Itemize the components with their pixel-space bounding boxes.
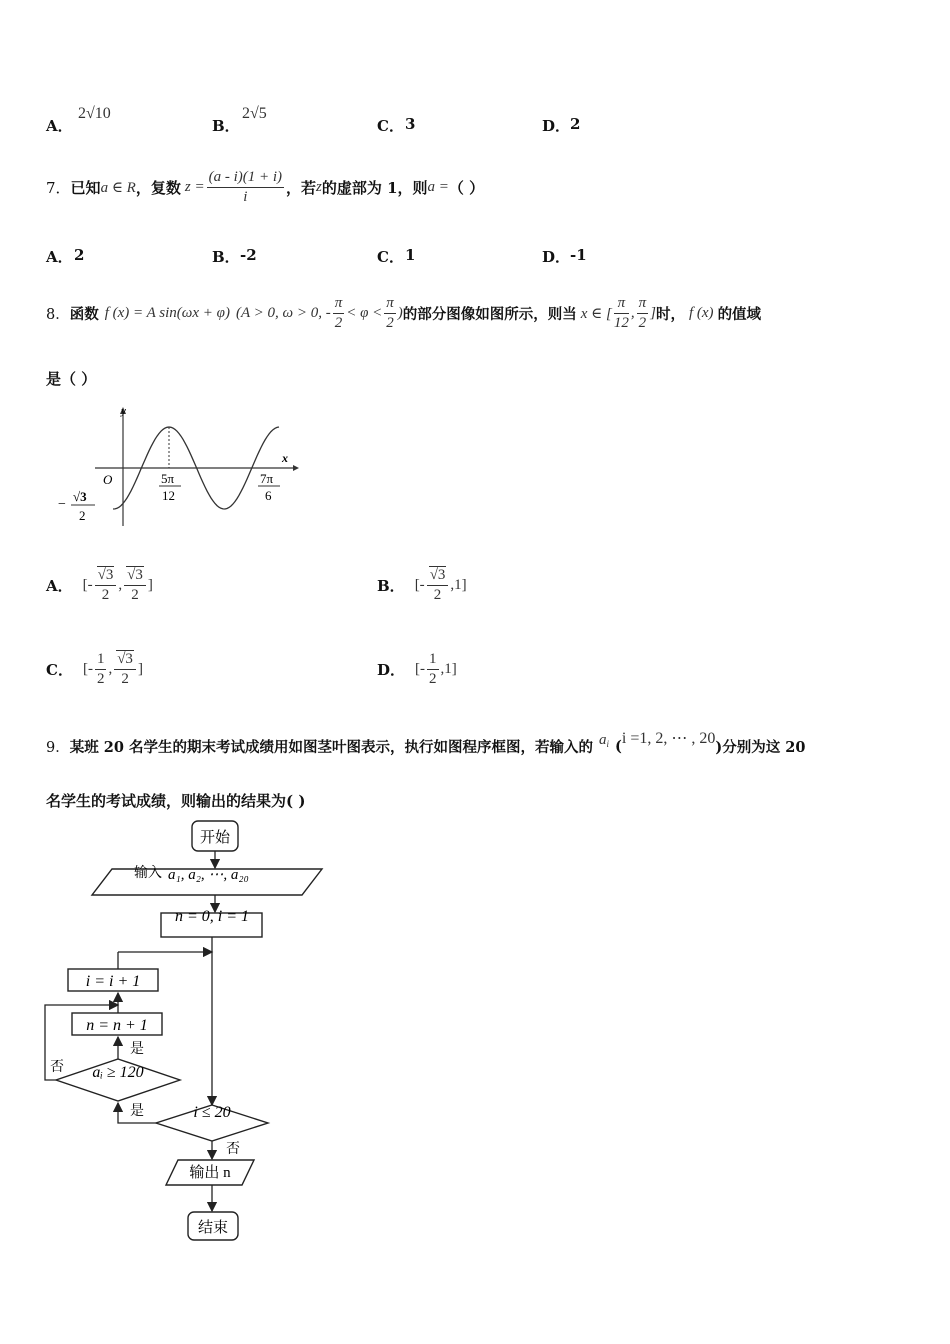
q8-text-3: 时， — [655, 305, 685, 323]
q6-option-b-label: B． — [212, 117, 240, 135]
q6-option-a-label: A． — [46, 117, 73, 135]
flow-yes-label-1: 是 — [130, 1042, 144, 1057]
q8-bracket: ] — [650, 304, 656, 321]
q8-option-d — [377, 644, 457, 694]
q7-math-z: z — [316, 178, 322, 195]
q8-fx: f (x) — [688, 304, 714, 321]
q8-number: 8． — [46, 306, 70, 323]
flow-yes-label-2: 是 — [130, 1104, 144, 1119]
q7-fraction-numerator: (a - i)(1 + i) — [207, 168, 284, 188]
flow-start-text: 开始 — [199, 830, 231, 846]
q6-option-c-label: C． — [377, 117, 404, 135]
q8-frac-two: 2 — [386, 314, 394, 331]
flow-inc-n-text: n = n + 1 — [86, 1017, 148, 1034]
q8-option-c-bracket: [- — [82, 660, 93, 677]
q8-comma: , — [630, 304, 635, 321]
q8-frac-pi: π — [614, 294, 629, 314]
q8-option-c-bracket-close: ] — [137, 660, 143, 677]
q9-paren-left: ( — [615, 737, 622, 755]
tick-7pi-den: 6 — [265, 488, 272, 503]
q8-cond-frac-2 — [384, 294, 396, 333]
flow-init-text: n = 0, i = 1 — [174, 908, 250, 925]
q6-option-d-value: 2 — [570, 115, 581, 133]
q7-option-b-label: B． — [212, 248, 240, 266]
ylab-minus: − — [58, 497, 66, 512]
ylab-den: 2 — [79, 508, 86, 523]
q8-frac-twelve: 12 — [613, 314, 629, 331]
tick-5pi-den: 12 — [162, 488, 175, 503]
q7-text-2: ，复数 — [135, 178, 181, 197]
q7-text-4: 的虚部为 1，则 — [321, 178, 428, 197]
q9-text-2: )分别为这 20 — [715, 738, 806, 756]
q8-text-4: 的值域 — [717, 305, 762, 323]
q8-option-c-comma: , — [108, 660, 113, 677]
q9-flowchart — [40, 815, 340, 1245]
q8-frac-pi: π — [637, 294, 649, 314]
origin-label: O — [103, 472, 113, 487]
q8-frac-pi: π — [384, 294, 396, 314]
q8-option-a — [46, 560, 153, 610]
flow-output-text: 输出 n — [189, 1165, 231, 1181]
q8-option-c-frac2: $\frac{√3}{2}$ — [114, 650, 136, 689]
x-axis-arrow — [293, 465, 299, 471]
q8-cond-frac-1 — [333, 294, 345, 333]
q8-option-a-label: A． — [46, 576, 73, 595]
q8-option-c — [46, 644, 143, 694]
tick-7pi-num: 7π — [260, 471, 274, 486]
q8-option-a-bracket-close: ] — [147, 576, 153, 593]
q6-option-d-label: D． — [542, 117, 571, 135]
flow-inc-i-text: i = i + 1 — [85, 973, 141, 990]
q7-option-a-value: 2 — [74, 246, 85, 264]
q8-option-d-frac: $\frac{1}{2}$ — [429, 650, 437, 687]
q9-a-sub: i — [606, 739, 610, 749]
q8-line-2: 是（ ） — [46, 370, 97, 388]
q8-option-b-tail: ,1] — [450, 576, 467, 593]
q8-option-a-frac2: $\frac{√3}{2}$ — [124, 566, 146, 605]
q8-interval-right — [637, 294, 649, 333]
q7-z-eq: z = — [184, 178, 205, 195]
flow-cond1-text: aᵢ ≥ 120 — [92, 1064, 144, 1081]
q7-text-5: （ ） — [448, 178, 485, 197]
y-axis-label: y — [121, 405, 126, 417]
q8-option-d-tail: ,1] — [440, 660, 457, 677]
q8-option-a-comma: , — [118, 576, 123, 593]
flow-input-vars: a₁, a₂, ⋯, a₂₀ — [168, 867, 249, 883]
q7-option-c-label: C． — [377, 248, 404, 266]
q8-frac-pi: π — [333, 294, 345, 314]
flow-no-label-2: 否 — [226, 1142, 240, 1157]
q8-option-c-frac1: $\frac{1}{2}$ — [96, 650, 105, 687]
q7-option-b-value: -2 — [240, 246, 257, 264]
q7-text-3: ，若 — [286, 178, 317, 197]
q7-option-d-value: -1 — [570, 246, 587, 264]
q8-option-d-label: D． — [377, 660, 406, 679]
q8-frac-two: 2 — [638, 314, 647, 331]
q9-line-2: 名学生的考试成绩，则输出的结果为( ) — [46, 792, 306, 810]
q8-sine-graph — [55, 402, 305, 532]
q8-function: f (x) = A sin(ωx + φ) — [104, 304, 230, 321]
q7-option-d-label: D． — [542, 248, 571, 266]
q8-option-a-bracket: [- — [82, 576, 93, 593]
q9-range: i =1, 2, ⋯ , 20 — [621, 730, 716, 747]
q9-text-1: 某班 20 名学生的期末考试成绩用如图茎叶图表示，执行如图程序框图，若输入的 — [69, 738, 594, 756]
q8-interval-left — [614, 294, 629, 333]
q8-option-b-bracket: [- — [414, 576, 425, 593]
q9-a: a — [599, 731, 607, 748]
q7-math-a-eq: a = — [427, 178, 449, 195]
q8-option-b-label: B． — [377, 576, 405, 595]
q8-option-b-frac: $\frac{√3}{2}$ — [427, 566, 449, 605]
q8-option-b — [377, 560, 467, 610]
q7-math-a-in-r: a ∈ R — [100, 179, 136, 196]
q8-frac-two: 2 — [334, 314, 343, 331]
q6-option-b-value: 2√5 — [242, 105, 267, 122]
q7-fraction — [207, 168, 284, 207]
q8-text-1: 函数 — [69, 305, 99, 323]
q7-option-a-label: A． — [46, 248, 73, 266]
q8-option-d-bracket: [- — [415, 660, 426, 677]
q7-text-1: 已知 — [70, 178, 101, 197]
flow-cond2-text: i ≤ 20 — [193, 1104, 231, 1121]
flow-input-word: 输入 — [134, 866, 162, 881]
q8-option-c-label: C． — [46, 660, 73, 679]
q7-number: 7． — [46, 178, 71, 197]
flow-end-text: 结束 — [197, 1220, 229, 1236]
q9-number: 9． — [46, 739, 70, 756]
q7-option-c-value: 1 — [405, 246, 416, 264]
ylab-num: √3 — [73, 489, 87, 504]
q6-option-c-value: 3 — [405, 115, 416, 133]
q8-x-in: x ∈ [ — [580, 305, 612, 322]
q8-option-a-frac1: $\frac{√3}{2}$ — [95, 566, 117, 605]
q6-option-a-value: 2√10 — [78, 105, 111, 122]
q8-cond-post: ) — [397, 304, 403, 321]
q8-text-2: 的部分图像如图所示，则当 — [402, 305, 577, 323]
q8-cond-mid: < φ < — [346, 304, 383, 321]
q7-fraction-denominator: i — [243, 188, 248, 205]
flow-no-label-1: 否 — [50, 1060, 64, 1075]
x-axis-label: x — [282, 451, 288, 465]
q8-cond-pre: (A > 0, ω > 0, - — [235, 304, 331, 321]
tick-5pi-num: 5π — [161, 471, 175, 486]
